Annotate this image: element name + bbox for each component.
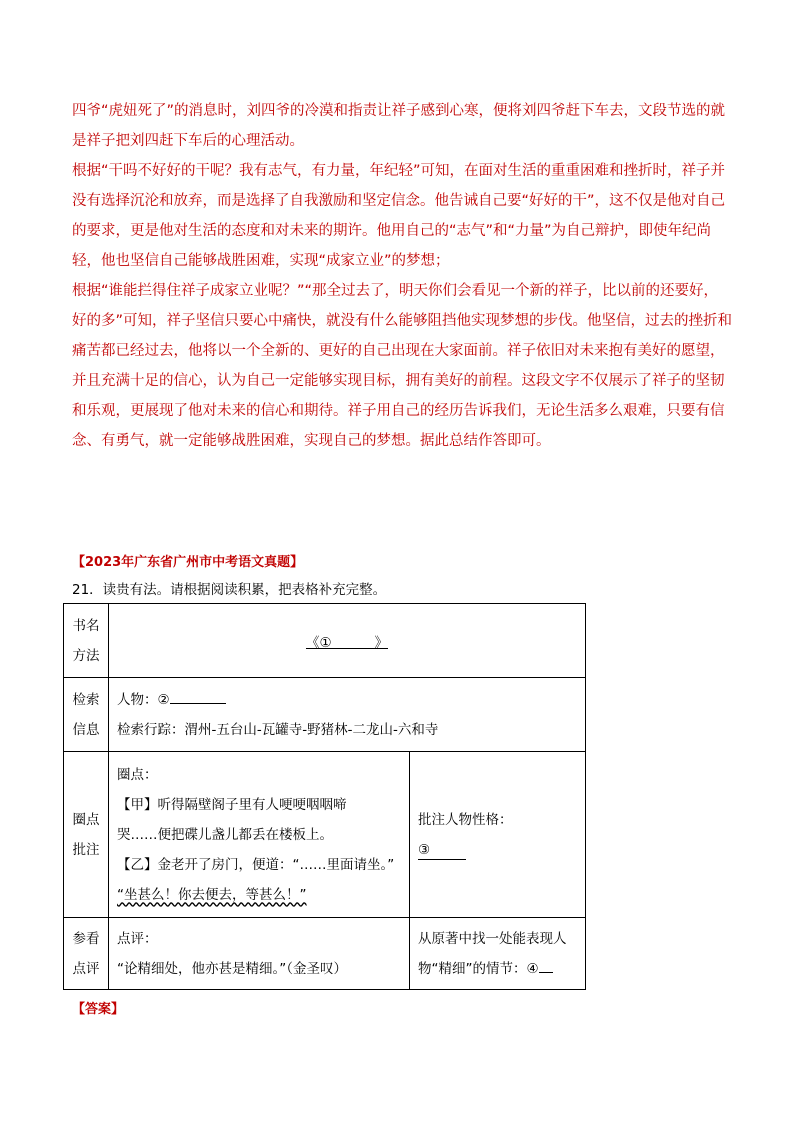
route-text: 检索行踪：渭州-五台山-瓦罐寺-野猪林-二龙山-六和寺 bbox=[117, 721, 439, 738]
plot-find-cell: 从原著中找一处能表现人 物“精细”的情节：④ bbox=[410, 918, 586, 990]
table-row bbox=[64, 752, 586, 918]
answer-label: 【答案】 bbox=[72, 1002, 125, 1017]
blank-2[interactable] bbox=[170, 703, 226, 704]
exam-source-header: 【2023年广东省广州市中考语文真题】 bbox=[72, 555, 304, 570]
blank-3[interactable]: ③ bbox=[418, 841, 466, 860]
book-title-cell bbox=[109, 604, 586, 678]
table-row bbox=[64, 604, 586, 678]
row-label: 圈点 批注 bbox=[64, 752, 109, 918]
wavy-quote: “坐甚么！你去便去，等甚么！” bbox=[117, 886, 307, 903]
row-label: 书名 方法 bbox=[64, 604, 109, 678]
comment-cell: 点评： “论精细处，他亦甚是精细。”（金圣叹） bbox=[109, 918, 410, 990]
question-stem: 21．读贵有法。请根据阅读积累，把表格补充完整。 bbox=[72, 582, 387, 598]
annotation-excerpt-cell: 圈点： 【甲】听得隔壁阁子里有人哽哽咽咽啼 哭……便把碟儿盏儿都丢在楼板上。 【乙】金老开了房门，便道：“……里面请坐。” “坐甚么！你去便去，等甚么！” bbox=[109, 752, 410, 918]
analysis-text bbox=[72, 96, 732, 456]
row-label: 参看 点评 bbox=[64, 918, 109, 990]
table-row bbox=[64, 918, 586, 990]
blank-4[interactable] bbox=[539, 972, 553, 973]
search-info-cell bbox=[109, 678, 586, 752]
person-label: 人物：② bbox=[117, 691, 170, 708]
blank-1[interactable]: 《① 》 bbox=[305, 634, 388, 651]
analysis-paragraph: 根据“谁能拦得住祥子成家立业呢？”“那全过去了，明天你们会看见一个新的祥子，比以前的还要好，好的多”可知，祥子坚信只要心中痛快，就没有什么能够阻挡他实现梦想的步伐。他坚信，过去的挫折和痛苦都已经过去，他将以一个全新的、更好的自己出现在大家面前。祥子依旧对未来抱有美好的愿望，并且充满十足的信心，认为自己一定能够实现目标，拥有美好的前程。这段文字不仅展示了祥子的坚韧和乐观，更展现了他对未来的信心和期待。祥子用自己的经历告诉我们，无论生活多么艰难，只要有信念、有勇气，就一定能够战胜困难，实现自己的梦想。据此总结作答即可。 bbox=[72, 283, 733, 449]
analysis-paragraph: 四爷“虎妞死了”的消息时，刘四爷的冷漠和指责让祥子感到心寒，便将刘四爷赶下车去，文段节选的就是祥子把刘四赶下车后的心理活动。 bbox=[72, 103, 726, 149]
character-note-cell: 批注人物性格： ③ bbox=[410, 752, 586, 918]
table-row bbox=[64, 678, 586, 752]
row-label: 检索 信息 bbox=[64, 678, 109, 752]
analysis-paragraph: 根据“干吗不好好的干呢？我有志气，有力量，年纪轻”可知，在面对生活的重重困难和挫折时，祥子并没有选择沉沦和放弃，而是选择了自我激励和坚定信念。他告诫自己要“好好的干”，这不仅是他对自己的要求，更是他对生活的态度和对未来的期许。他用自己的“志气”和“力量”为自己辩护，即使年纪尚轻，他也坚信自己能够战胜困难，实现“成家立业”的梦想； bbox=[72, 163, 726, 269]
reading-method-table bbox=[63, 603, 586, 990]
